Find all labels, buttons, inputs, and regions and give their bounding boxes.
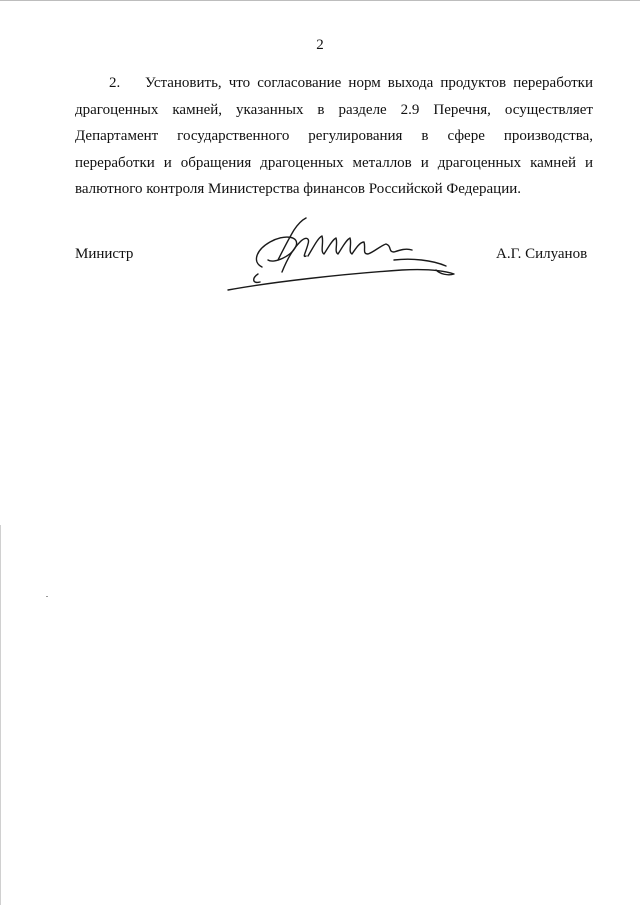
clause-line-5: валютного контроля Министерства финансов Российской Федерации. bbox=[75, 181, 522, 197]
signatory-title: Министр bbox=[75, 246, 134, 262]
scan-artifact bbox=[46, 596, 48, 597]
clause-line-1 bbox=[75, 70, 593, 97]
clause-paragraph bbox=[75, 70, 593, 203]
signatory-name: А.Г. Силуанов bbox=[496, 246, 588, 262]
clause-line-2: драгоценных камней, указанных в разделе 2.9 Перечня, осуществляет bbox=[75, 101, 593, 118]
clause-line-3: Департамент государственного регулирования в сфере производства, bbox=[75, 128, 593, 144]
page-top-edge bbox=[0, 0, 640, 1]
handwritten-signature bbox=[222, 212, 458, 296]
clause-number: 2. bbox=[109, 75, 121, 91]
clause-line-4: переработки и обращения драгоценных металлов и драгоценных камней и bbox=[75, 154, 593, 171]
page-left-edge bbox=[0, 525, 1, 905]
page-number: 2 bbox=[316, 37, 324, 53]
clause-line-1-text: Установить, что согласование норм выхода продуктов переработки bbox=[145, 75, 593, 91]
